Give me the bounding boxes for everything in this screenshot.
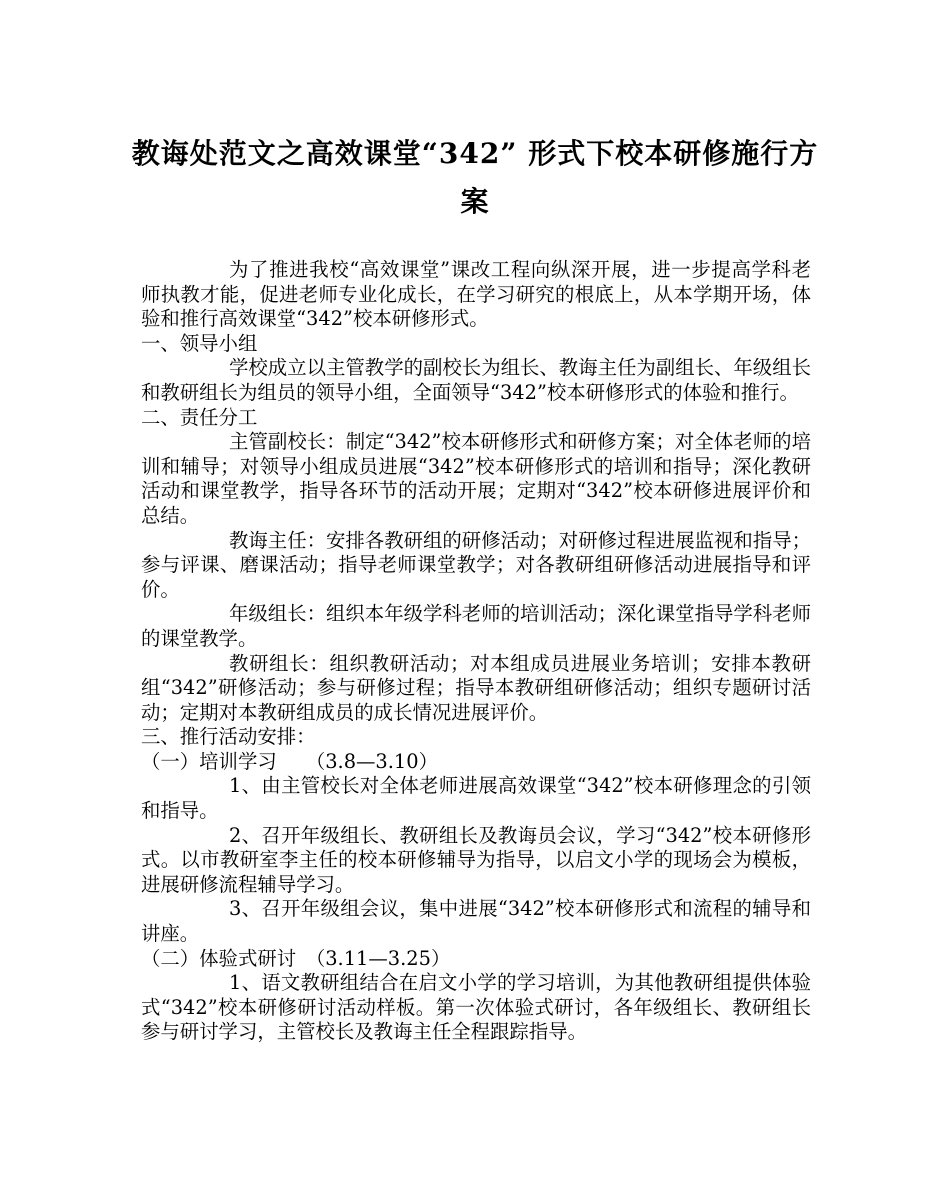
training-item-1: 1、由主管校长对全体老师进展高效课堂“342”校本研修理念的引领和指导。 xyxy=(141,774,811,823)
leadership-paragraph: 学校成立以主管教学的副校长为组长、教诲主任为副组长、年级组长和教研组长为组员的领导小组，全面领导“342”校本研修形式的体验和推行。 xyxy=(141,356,811,404)
title-line-1: 教诲处范文之高效课堂“342” 形式下校本研修施行方 xyxy=(131,137,819,170)
intro-paragraph: 为了推进我校“高效课堂”课改工程向纵深开展，进一步提高学科老师执教才能，促进老师专业化成长，在学习研究的根底上，从本学期开场，体验和推行高效课堂“342”校本研修形式。 xyxy=(141,258,811,331)
section-heading-responsibilities: 二、责任分工 xyxy=(141,405,258,429)
document-title xyxy=(110,130,840,226)
grade-leader-paragraph: 年级组长：组织本年级学科老师的培训活动；深化课堂指导学科老师的课堂教学。 xyxy=(141,602,811,650)
subsection-heading-training: （一）培训学习 （3.8—3.10） xyxy=(141,749,438,773)
academic-director-paragraph: 教诲主任：安排各教研组的研修活动；对研修过程进展监视和指导；参与评课、磨课活动；指导老师课堂教学；对各教研组研修活动进展指导和评价。 xyxy=(141,528,811,601)
training-item-3: 3、召开年级组会议，集中进展“342”校本研修形式和流程的辅导和讲座。 xyxy=(141,897,811,946)
training-item-2: 2、召开年级组长、教研组长及教诲员会议，学习“342”校本研修形式。以市教研室李主任的校本研修辅导为指导，以启文小学的现场会为模板，进展研修流程辅导学习。 xyxy=(141,823,811,896)
research-leader-paragraph: 教研组长：组织教研活动；对本组成员进展业务培训；安排本教研组“342”研修活动；参与研修过程；指导本教研组研修活动；组织专题研讨活动；定期对本教研组成员的成长情况进展评价。 xyxy=(141,651,811,724)
section-heading-leadership: 一、领导小组 xyxy=(141,331,258,355)
document-body xyxy=(141,258,811,1045)
experiential-item-1: 1、语文教研组结合在启文小学的学习培训，为其他教研组提供体验式“342”校本研修研讨活动样板。第一次体验式研讨，各年级组长、教研组长参与研讨学习，主管校长及教诲主任全程跟踪指导。 xyxy=(141,971,811,1044)
section-heading-activities: 三、推行活动安排： xyxy=(141,725,316,749)
title-line-2: 案 xyxy=(460,185,490,218)
vice-principal-paragraph: 主管副校长：制定“342”校本研修形式和研修方案；对全体老师的培训和辅导；对领导小组成员进展“342”校本研修形式的培训和指导；深化教研活动和课堂教学，指导各环节的活动开展；定期对“342”校本研修进展评价和总结。 xyxy=(141,430,811,527)
subsection-heading-experiential: （二）体验式研讨 （3.11—3.25） xyxy=(141,946,451,970)
